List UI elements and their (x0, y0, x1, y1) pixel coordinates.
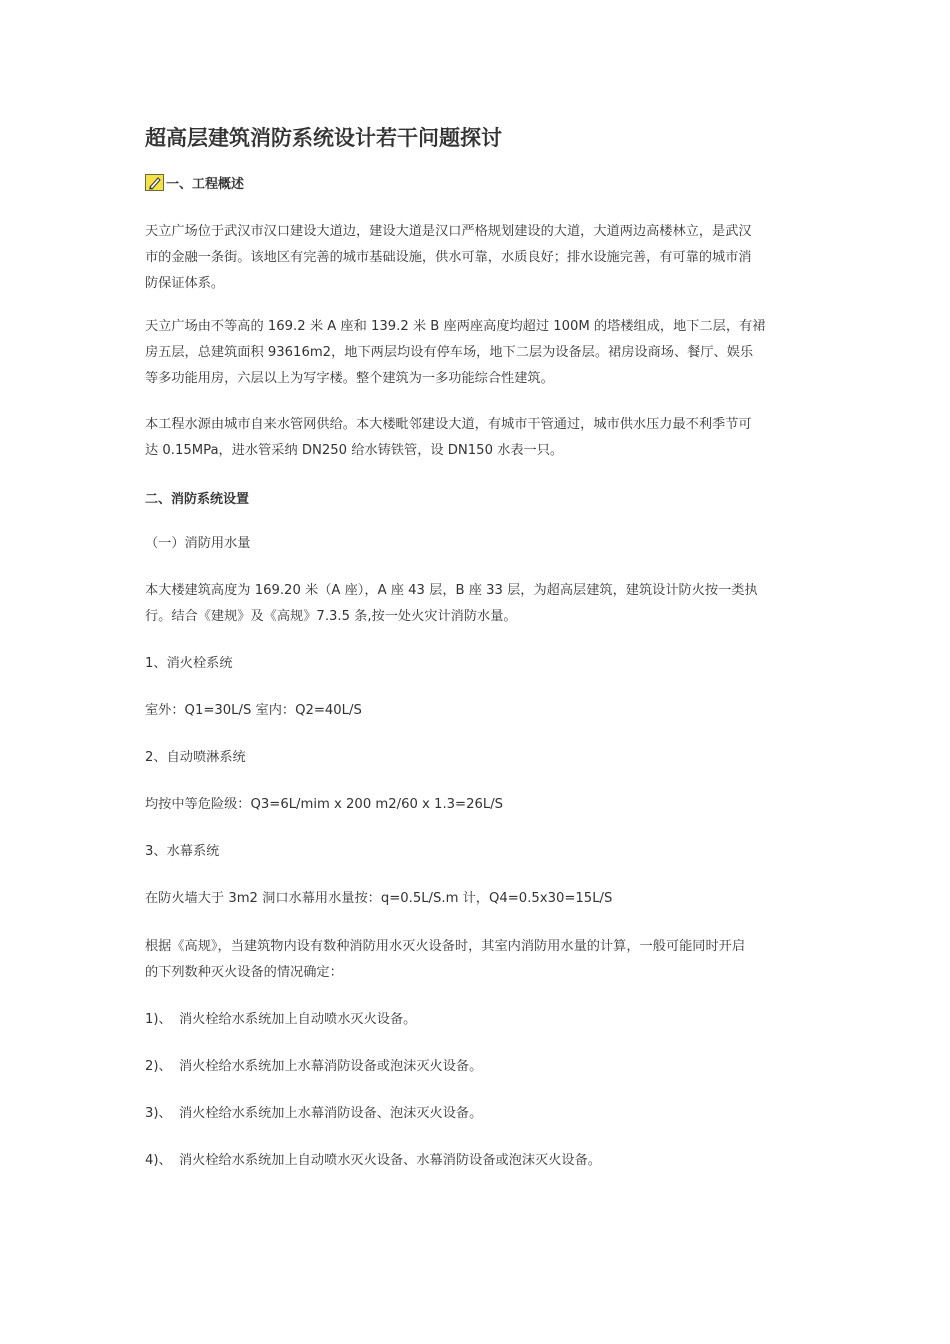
section-heading-text: 一、工程概述 (166, 177, 245, 192)
list-item-text: 消火栓给水系统加上自动喷水灭火设备。 (179, 1012, 417, 1027)
paragraph-line: 市的金融一条街。该地区有完善的城市基础设施，供水可靠，水质良好；排水设施完善，有可靠的城市消 (145, 250, 752, 265)
paragraph-building (145, 314, 810, 392)
list-item-text: 消火栓给水系统加上水幕消防设备、泡沫灭火设备。 (179, 1106, 483, 1121)
list-item-text: 消火栓给水系统加上自动喷水灭火设备、水幕消防设备或泡沫灭火设备。 (179, 1153, 601, 1168)
list-item (145, 1054, 482, 1080)
paragraph-water-source (145, 412, 810, 464)
section-heading-fire-system (145, 488, 249, 507)
paragraph-line: 行。结合《建规》及《高规》7.3.5 条,按一处火灾计消防水量。 (145, 609, 517, 624)
note-pencil-icon (145, 174, 164, 191)
paragraph-code-basis (145, 934, 810, 986)
list-item-number: 4)、 (145, 1153, 172, 1168)
list-item (145, 1007, 416, 1033)
list-item (145, 1101, 482, 1127)
water-curtain-flow: 在防火墙大于 3m2 洞口水幕用水量按：q=0.5L/S.m 计，Q4=0.5x30=15L/S (145, 891, 613, 906)
paragraph-line: 天立广场位于武汉市汉口建设大道边，建设大道是汉口严格规划建设的大道，大道两边高楼林立，是武汉 (145, 224, 752, 239)
paragraph-line: 的下列数种灭火设备的情况确定： (145, 965, 343, 980)
list-item-number: 3)、 (145, 1106, 172, 1121)
heading-hydrant-system: 1、消火栓系统 (145, 656, 233, 671)
list-item-number: 2)、 (145, 1059, 172, 1074)
heading-water-curtain-system: 3、水幕系统 (145, 844, 220, 859)
page-title: 超高层建筑消防系统设计若干问题探讨 (145, 125, 502, 150)
paragraph-line: 房五层，总建筑面积 93616m2，地下两层均设有停车场，地下二层为设备层。裙房设商场、餐厅、娱乐 (145, 345, 754, 360)
paragraph-line: 本大楼建筑高度为 169.20 米（A 座），A 座 43 层，B 座 33 层，为超高层建筑，建筑设计防火按一类执 (145, 583, 758, 598)
list-item-text: 消火栓给水系统加上水幕消防设备或泡沫灭火设备。 (179, 1059, 483, 1074)
paragraph-location (145, 219, 810, 297)
paragraph-line: 本工程水源由城市自来水管网供给。本大楼毗邻建设大道，有城市干管通过，城市供水压力最不利季节可 (145, 417, 752, 432)
paragraph-line: 等多功能用房，六层以上为写字楼。整个建筑为一多功能综合性建筑。 (145, 371, 554, 386)
paragraph-line: 防保证体系。 (145, 276, 225, 291)
subheading-water-demand: （一）消防用水量 (145, 536, 251, 551)
list-item (145, 1148, 601, 1174)
section-heading-overview (145, 173, 244, 192)
section-heading-text: 二、消防系统设置 (145, 492, 250, 507)
sprinkler-flow: 均按中等危险级：Q3=6L/mim x 200 m2/60 x 1.3=26L/S (145, 797, 504, 812)
heading-sprinkler-system: 2、自动喷淋系统 (145, 750, 246, 765)
paragraph-line: 达 0.15MPa，进水管采纳 DN250 给水铸铁管，设 DN150 水表一只。 (145, 443, 564, 458)
hydrant-flow: 室外：Q1=30L/S 室内：Q2=40L/S (145, 703, 362, 718)
paragraph-line: 天立广场由不等高的 169.2 米 A 座和 139.2 米 B 座两座高度均超过 100M 的塔楼组成，地下二层，有裙 (145, 319, 766, 334)
list-item-number: 1)、 (145, 1012, 172, 1027)
paragraph-line: 根据《高规》，当建筑物内设有数种消防用水灭火设备时，其室内消防用水量的计算，一般可能同时开启 (145, 939, 746, 954)
paragraph-height (145, 578, 810, 630)
